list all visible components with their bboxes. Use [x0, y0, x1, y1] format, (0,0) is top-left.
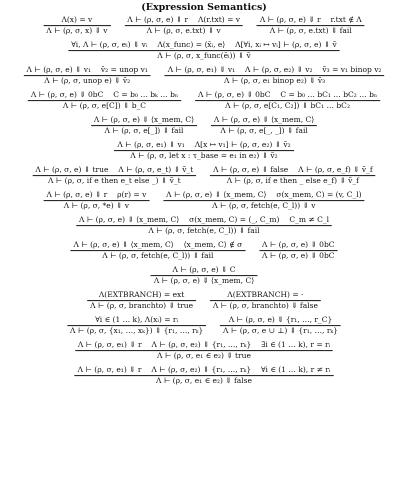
rule-premises [32, 165, 196, 175]
rule-premises [170, 265, 239, 275]
inference-rule [151, 265, 257, 286]
premise: Λ ⊢ (ρ, σ, e) ⇓ 0bC [197, 90, 271, 100]
rule-premises [91, 115, 197, 125]
conclusion: Λ ⊢ (ρ, σ, e₁ ∈ e₂) ⇓ false [156, 376, 252, 386]
premise: C_m ≠ C_l [289, 215, 330, 225]
conclusion: Λ ⊢ (ρ, σ, fetch(e, C_l)) ⇓ fail [148, 226, 260, 236]
rule-premises [224, 290, 306, 300]
conclusion: Λ ⊢ (ρ, σ, let x : τ_base = e₁ in e₂) ⇓ ṽ₂ [130, 151, 278, 161]
rule-premises [75, 365, 334, 375]
conclusion: Λ ⊢ (ρ, σ, x) ⇓ v [46, 26, 108, 36]
rule-premises [211, 115, 317, 125]
premise: Λ ⊢ (ρ, σ, e₁) ⇓ r [77, 340, 142, 350]
premise: ρ(r) = v [117, 190, 147, 200]
rule-premises [259, 240, 337, 250]
premise: Λ ⊢ (ρ, σ, e) ⇓ true [35, 165, 109, 175]
inference-rule [114, 140, 293, 161]
premise: ∀i ∈ (1 … k), r ≠ rᵢ [261, 365, 331, 375]
premise: ∃i ∈ (1 … k), r = rᵢ [261, 340, 331, 350]
inference-rule [91, 115, 197, 136]
premise: Λ ⊢ (ρ, σ, e) ⇓ 0bC [262, 240, 335, 250]
premise: ⟨x_mem, C⟩ ∉ σ [183, 240, 243, 250]
premise: Λ ⊢ (ρ, σ, e_t) ⇓ ṽ_t [118, 165, 194, 175]
conclusion: Λ ⊢ (ρ, σ, e.txt) ⇓ fail [269, 26, 352, 36]
premise: Λ(EXTBRANCH) = · [227, 290, 304, 300]
rule-premises [76, 215, 332, 225]
premise: Λ ⊢ (ρ, σ, e₂) ⇓ {r₁, …, rₖ} [151, 365, 252, 375]
premise: ∀i ∈ (1 … k), Λ(xᵢ) = rᵢ [95, 315, 179, 325]
inference-rule [43, 15, 110, 36]
conclusion: Λ ⊢ (ρ, σ, fetch(e, C_l)) ⇓ v [212, 201, 316, 211]
rule-row [6, 290, 402, 311]
premise: Λ(r.txt) = v [197, 15, 241, 25]
inference-rule [163, 190, 364, 211]
premise: Λ ⊢ (ρ, σ, e) ⇓ 0bC [30, 90, 104, 100]
conclusion: Λ ⊢ (ρ, σ, e) ⇓ ⟨x_mem, C⟩ [153, 276, 255, 286]
rule-premises [70, 240, 245, 250]
conclusion: Λ ⊢ (ρ, σ, x_func(ēᵢ)) ⇓ ṽ [157, 51, 251, 61]
premise: Λ ⊢ (ρ, σ, e₂) ⇓ {r₁, …, rₖ} [151, 340, 252, 350]
conclusion: Λ ⊢ (ρ, σ, e[C₁, C₂]) ⇓ bC₁ … bC₂ [225, 101, 350, 111]
rule-row [6, 315, 402, 336]
inference-rule [124, 15, 243, 36]
conclusion: Λ ⊢ (ρ, σ, if e then _ else e_f) ⇓ ṽ_f [226, 176, 359, 186]
inference-rule [28, 90, 181, 111]
conclusion: Λ ⊢ (ρ, σ, e.txt) ⇓ v [146, 26, 221, 36]
rule-premises [257, 15, 365, 25]
conclusion: Λ ⊢ (ρ, σ, if e then e_t else _) ⇓ ṽ_t [47, 176, 181, 186]
premise: σ(x_mem, C) = (v, C_l) [276, 190, 362, 200]
conclusion: Λ ⊢ (ρ, σ, e₁ ∈ e₂) ⇓ true [157, 351, 251, 361]
rule-premises [58, 15, 95, 25]
inference-rule [32, 165, 196, 186]
premise: Λ ⊢ (ρ, σ, e₁) ⇓ v₁ [167, 65, 236, 75]
premise: Λ ⊢ (ρ, σ, e₁) ⇓ v₁ [117, 140, 185, 150]
premise: Λ ⊢ (ρ, σ, e₂) ⇓ v₂ [245, 65, 313, 75]
premise: Λ ⊢ (ρ, σ, e) ⇓ v₁ [26, 65, 91, 75]
premise: Λ ⊢ (ρ, σ, e) ⇓ r [46, 190, 108, 200]
premise: Λ ⊢ (ρ, σ, e) ⇓ {r₁, …, r_C} [228, 315, 333, 325]
inference-rule [210, 290, 321, 311]
rule-premises [226, 315, 335, 325]
inference-rule [24, 65, 151, 86]
rule-row [6, 365, 402, 386]
inference-rule [195, 90, 380, 111]
conclusion: Λ ⊢ (ρ, σ, *e) ⇓ v [63, 201, 129, 211]
premise: Λ ⊢ (ρ, σ, e_f) ⇓ ṽ_f [298, 165, 373, 175]
premise: Λ ⊢ (ρ, σ, e₁) ⇓ r [77, 365, 142, 375]
premise: C = b₀ … bC₁ … bC₂ … bₙ [280, 90, 378, 100]
rule-row [6, 240, 402, 261]
premise: Λ ⊢ (ρ, σ, e) ⇓ ⟨x_mem, C⟩ [78, 215, 180, 225]
rule-premises [28, 90, 181, 100]
premise: Λ ⊢ (ρ, σ, e) ⇓ r [259, 15, 321, 25]
rule-row [6, 15, 402, 36]
inference-rule [75, 365, 334, 386]
rule-row [6, 190, 402, 211]
rule-premises [114, 140, 293, 150]
premise: ∀i, Λ ⊢ (ρ, σ, eᵢ) ⇓ vᵢ [71, 40, 148, 50]
rule-row [6, 90, 402, 111]
conclusion: Λ ⊢ (ρ, σ, branchto) ⇓ false [212, 301, 318, 311]
inference-rule [76, 215, 332, 236]
rule-premises [43, 190, 149, 200]
rule-premises [165, 65, 385, 75]
inference-rule [67, 315, 206, 336]
conclusion: Λ ⊢ (ρ, σ, {x₁, …, xₖ}) ⇓ {r₁, …, rₖ} [70, 326, 204, 336]
premise: Λ ⊢ (ρ, σ, e) ⇓ ⟨x_mem, C⟩ [93, 115, 195, 125]
rule-row [6, 340, 402, 361]
rule-premises [210, 165, 376, 175]
inference-rule [68, 40, 339, 61]
rule-premises [96, 290, 187, 300]
rule-row [6, 215, 402, 236]
premise: r.txt ∉ Λ [330, 15, 362, 25]
premise: Λ ⊢ (ρ, σ, e) ⇓ ⟨x_mem, C⟩ [166, 190, 267, 200]
rule-premises [163, 190, 364, 200]
inference-rule [43, 190, 149, 211]
rule-row [6, 265, 402, 286]
premise: Λ(x_func) = ⟨x̄ᵢ, e⟩ [157, 40, 226, 50]
rule-premises [24, 65, 151, 75]
rule-row [6, 40, 402, 61]
premise: Λ ⊢ (ρ, σ, e) ⇓ ⟨x_mem, C⟩ [73, 240, 174, 250]
premise: Λ ⊢ (ρ, σ, e) ⇓ r [127, 15, 189, 25]
inference-rule [210, 165, 376, 186]
premise: ṽ₃ = v₁ binop v₂ [322, 65, 382, 75]
inference-rule [211, 115, 317, 136]
conclusion: Λ ⊢ (ρ, σ, fetch(e, C_l)) ⇓ fail [102, 251, 214, 261]
inference-rule [75, 340, 333, 361]
premise: Λ(x) = v [61, 15, 93, 25]
premise: Λ[x ↦ v₁] ⊢ (ρ, σ, e₂) ⇓ ṽ₂ [194, 140, 291, 150]
conclusion: Λ ⊢ (ρ, σ, e₁ binop e₂) ⇓ ṽ₃ [224, 76, 326, 86]
rule-premises [92, 315, 181, 325]
inference-rule [70, 240, 245, 261]
rule-row [6, 140, 402, 161]
inference-rules [4, 15, 404, 386]
inference-rule [257, 15, 365, 36]
rule-row [6, 65, 402, 86]
conclusion: Λ ⊢ (ρ, σ, branchto) ⇓ true [90, 301, 194, 311]
rule-premises [68, 40, 339, 50]
inference-rule [220, 315, 341, 336]
premise: Λ ⊢ (ρ, σ, e) ⇓ ⟨x_mem, C⟩ [213, 115, 315, 125]
premise: σ(x_mem, C) = (_, C_m) [189, 215, 280, 225]
premise: C = b₀ … bₖ … bₙ [113, 90, 179, 100]
rule-premises [195, 90, 380, 100]
inference-rule [87, 290, 196, 311]
conclusion: Λ ⊢ (ρ, σ, e[C]) ⇓ b_C [62, 101, 147, 111]
figure-title: (Expression Semantics) [141, 2, 267, 13]
rule-row [6, 165, 402, 186]
premise: Λ ⊢ (ρ, σ, e) ⇓ C [172, 265, 236, 275]
conclusion: Λ ⊢ (ρ, σ, unop e) ⇓ ṽ₂ [44, 76, 131, 86]
rule-premises [124, 15, 243, 25]
inference-rule [259, 240, 337, 261]
conclusion: Λ ⊢ (ρ, σ, e[_]) ⇓ fail [104, 126, 184, 136]
conclusion: Λ ⊢ (ρ, σ, e ∪ ⊥) ⇓ {r₁, …, rₖ} [223, 326, 338, 336]
premise: Λ ⊢ (ρ, σ, e) ⇓ false [213, 165, 289, 175]
inference-rule [165, 65, 385, 86]
premise: Λ[∀i, xᵢ ↦ vᵢ] ⊢ (ρ, σ, e) ⇓ ṽ [235, 40, 337, 50]
conclusion: Λ ⊢ (ρ, σ, e[_, _]) ⇓ fail [220, 126, 308, 136]
conclusion: Λ ⊢ (ρ, σ, e) ⇓ 0bC [262, 251, 335, 261]
premise: ṽ₂ = unop v₁ [100, 65, 148, 75]
premise: Λ(EXTBRANCH) = ext [98, 290, 185, 300]
rule-premises [75, 340, 333, 350]
rule-row [6, 115, 402, 136]
